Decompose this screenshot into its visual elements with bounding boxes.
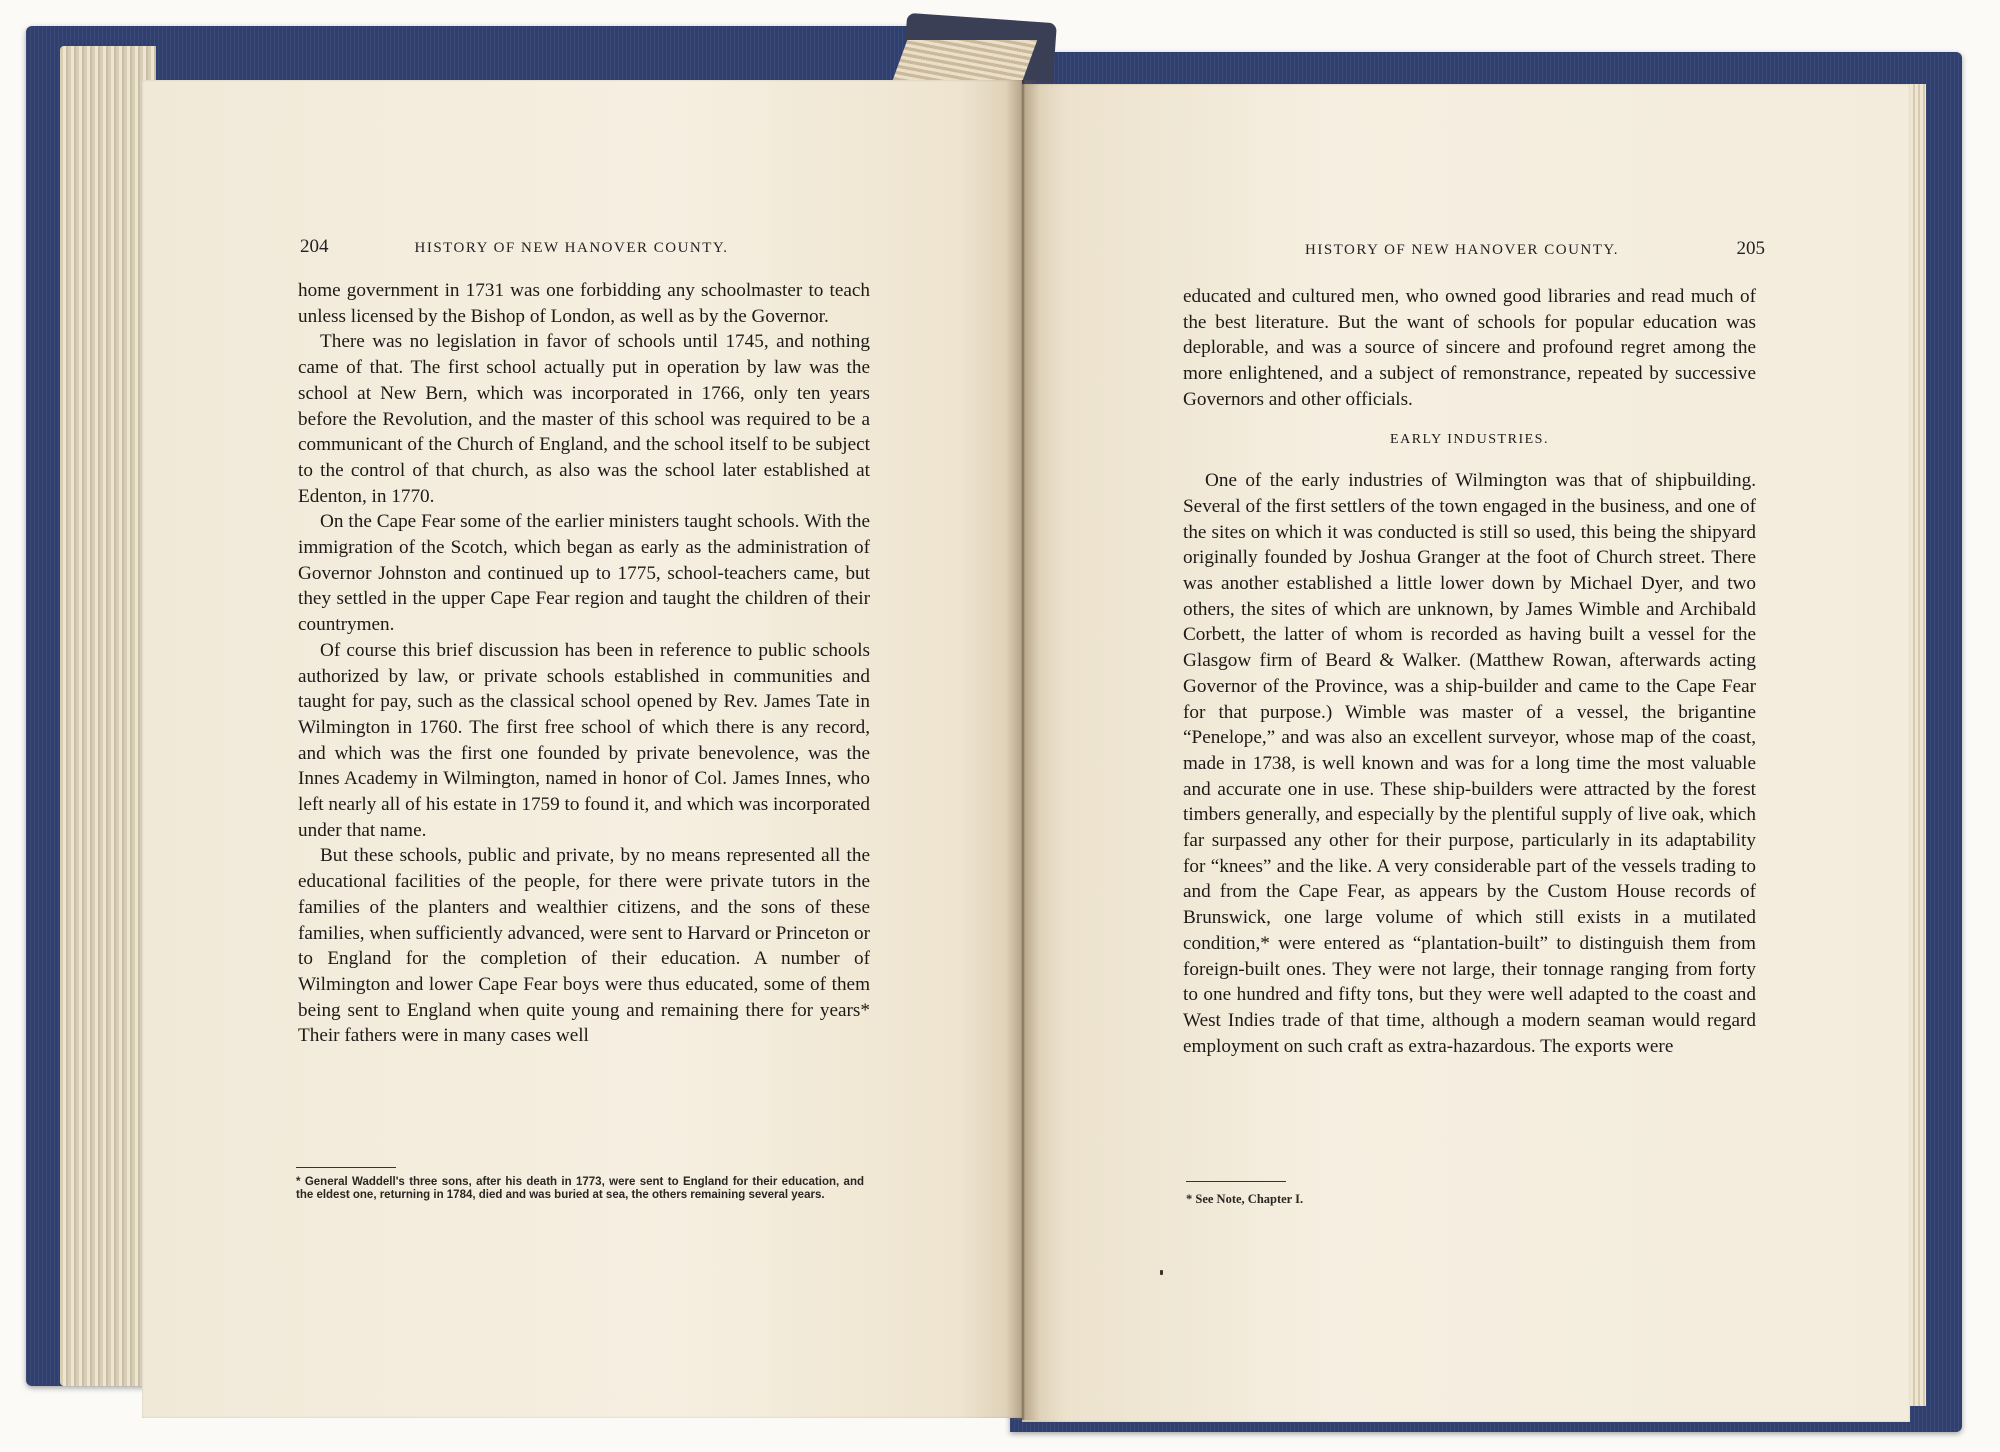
section-heading: EARLY INDUSTRIES. — [1390, 431, 1549, 447]
left-footnote-rule — [296, 1167, 396, 1168]
right-page-number: 205 — [1736, 238, 1765, 259]
right-paragraph: One of the early industries of Wilmington was that of shipbuilding. Several of the first settlers of the town engaged in the business, and one of the sites on which it was conducted is still so used, this being the shipyard originally founded by Joshua Granger at the foot of Church street. There was another established a little lower down by Michael Dyer, and two others, the sites of which are unknown, by James Wimble and Archibald Corbett, the latter of whom is recorded as having built a vessel for the Glasgow firm of Beard & Walker. (Matthew Rowan, afterwards acting Governor of the Province, was a ship-builder and came to the Cape Fear for that purpose.) Wimble was master of a vessel, the brigantine “Penelope,” and was also an excellent surveyor, whose map of the coast, made in 1738, is well known and was for a long time the most valuable and accurate one in use. These ship-builders were attracted by the forest timbers generally, and especially by the plentiful supply of live oak, which far surpassed any other for their purpose, particularly in its adaptability for “knees” and the like. A very considerable part of the vessels trading to and from the Cape Fear, as appears by the Custom House records of Brunswick, one large volume of which still exists in a mutilated condition,* were entered as “plantation-built” to distinguish them from foreign-built ones. They were not large, their tonnage ranging from forty to one hundred and fifty tons, but they were well adapted to the coast and West Indies trade of that time, although a modern seaman would regard employment on such craft as extra-hazardous. The exports were — [1183, 470, 1756, 1057]
left-footnote: * General Waddell's three sons, after his death in 1773, were sent to England for their education, and the eldest one, returning in 1784, died and was buried at sea, the others remaining several years. — [296, 1176, 864, 1201]
left-paragraph: On the Cape Fear some of the earlier ministers taught schools. With the immigration of the Scotch, which began as early as the administration of Governor Johnston and continued up to 1775, school-teachers came, but they settled in the upper Cape Fear region and taught the children of their countrymen. — [298, 511, 870, 636]
right-body-text — [1183, 284, 1756, 1059]
right-header-title: HISTORY OF NEW HANOVER COUNTY. — [1305, 242, 1620, 258]
left-page-number: 204 — [300, 236, 329, 257]
right-footnote: * See Note, Chapter I. — [1186, 1192, 1304, 1206]
right-running-head — [1305, 238, 1765, 260]
left-paragraph: Of course this brief discussion has been in reference to public schools authorized by law, or private schools established in communities and taught for pay, such as the classical school opened by Rev. James Tate in Wilmington in 1760. The first free school of which there is any record, and which was the first one founded by private benevolence, was the Innes Academy in Wilmington, named in honor of Col. James Innes, who left nearly all of his estate in 1759 to found it, and which was incorporated under that name. — [298, 639, 870, 841]
left-running-head — [300, 236, 870, 258]
left-paragraph: But these schools, public and private, by no means represented all the educational facilities of the people, for there were private tutors in the families of the planters and wealthier citizens, and the sons of these families, when sufficiently advanced, were sent to Harvard or Princeton or to England for the completion of their education. A number of Wilmington and lower Cape Fear boys were thus educated, some of them being sent to England when quite young and remaining there for years* Their fathers were in many cases well — [298, 845, 870, 1047]
right-footnote-rule — [1186, 1181, 1286, 1182]
right-paragraph: educated and cultured men, who owned good libraries and read much of the best literature. But the want of schools for popular education was deplorable, and was a source of sincere and profound regret among the more enlightened, and a subject of remonstrance, repeated by successive Governors and other officials. — [1183, 286, 1756, 410]
left-body-text — [298, 278, 870, 1049]
book-gutter — [1006, 80, 1040, 1420]
page-edges-top — [893, 40, 1038, 80]
left-paragraph: home government in 1731 was one forbidding any schoolmaster to teach unless licensed by the Bishop of London, as well as by the Governor. — [298, 280, 870, 327]
paper-speck — [1160, 1270, 1163, 1275]
left-paragraph: There was no legislation in favor of schools until 1745, and nothing came of that. The first school actually put in operation by law was the school at New Bern, which was incorporated in 1766, only ten years before the Revolution, and the master of this school was required to be a communicant of the Church of England, and the school itself to be subject to the control of that church, as also was the school later established at Edenton, in 1770. — [298, 331, 870, 507]
left-header-title: HISTORY OF NEW HANOVER COUNTY. — [414, 240, 729, 256]
